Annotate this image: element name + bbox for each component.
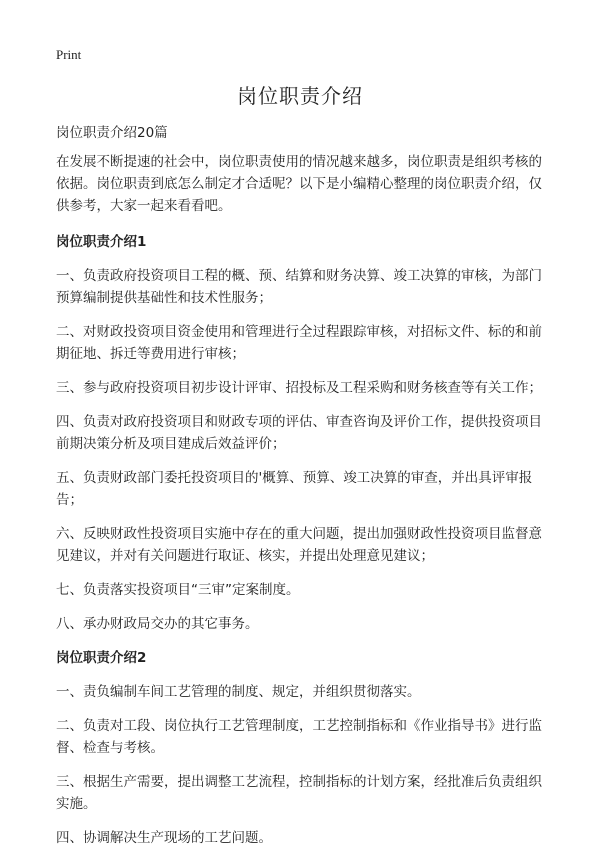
list-item: 四、协调解决生产现场的工艺问题。	[56, 830, 272, 846]
page-title: 岗位职责介绍	[237, 84, 363, 108]
list-item: 四、负责对政府投资项目和财政专项的评估、审查咨询及评价工作，提供投资项目前期决策分析及项目建成后效益评价；	[56, 414, 542, 452]
list-item: 五、负责财政部门委托投资项目的'概算、预算、竣工决算的审查，并出具评审报告；	[56, 470, 533, 508]
list-item: 一、责负编制车间工艺管理的制度、规定，并组织贯彻落实。	[56, 684, 421, 700]
list-item: 二、对财政投资项目资金使用和管理进行全过程跟踪审核，对招标文件、标的和前期征地、拆迁等费用进行审核；	[56, 324, 542, 362]
list-item: 八、承办财政局交办的其它事务。	[56, 616, 259, 632]
intro-paragraph: 在发展不断提速的社会中，岗位职责使用的情况越来越多，岗位职责是组织考核的依据。岗位职责到底怎么制定才合适呢？以下是小编精心整理的岗位职责介绍，仅供参考，大家一起来看看吧。	[56, 154, 542, 214]
section-heading: 岗位职责介绍1	[56, 234, 147, 250]
list-item: 二、负责对工段、岗位执行工艺管理制度，工艺控制指标和《作业指导书》进行监督、检查与考核。	[56, 718, 542, 756]
list-item: 六、反映财政性投资项目实施中存在的重大问题，提出加强财政性投资项目监督意见建议，并对有关问题进行取证、核实，并提出处理意见建议；	[56, 526, 542, 564]
list-item: 三、参与政府投资项目初步设计评审、招投标及工程采购和财务核查等有关工作；	[56, 380, 542, 396]
document-body	[56, 122, 550, 861]
document-subtitle: 岗位职责介绍20篇	[56, 125, 168, 141]
section-heading: 岗位职责介绍2	[56, 650, 147, 666]
list-item: 一、负责政府投资项目工程的概、预、结算和财务决算、竣工决算的审核，为部门预算编制提供基础性和技术性服务；	[56, 268, 542, 306]
list-item: 三、根据生产需要，提出调整工艺流程，控制指标的计划方案，经批准后负责组织实施。	[56, 774, 542, 812]
list-item: 七、负责落实投资项目“三审”定案制度。	[56, 582, 300, 598]
print-link[interactable]: Print	[56, 47, 82, 62]
